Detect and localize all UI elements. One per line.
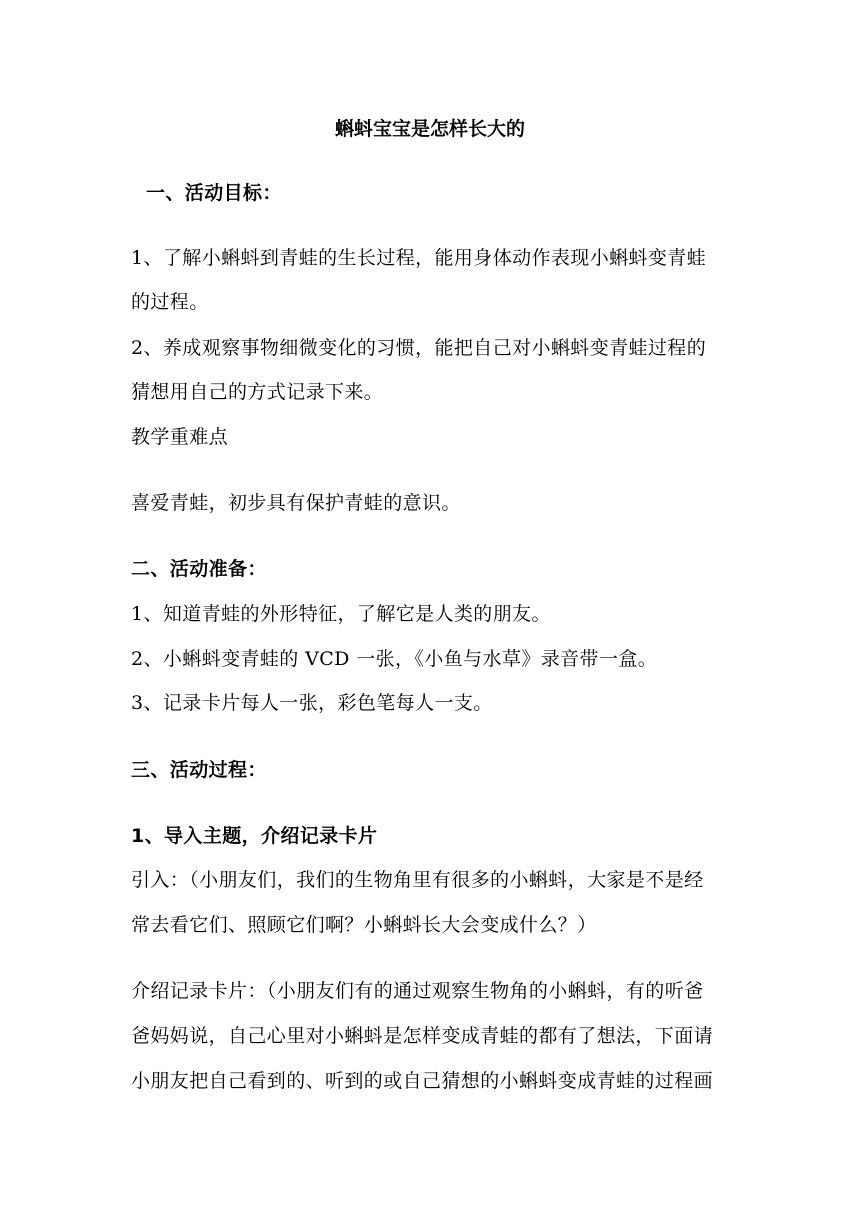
section-heading-process: 三、活动过程： <box>131 759 267 781</box>
section-heading-preparation: 二、活动准备： <box>131 558 267 580</box>
prep-item-1: 1、知道青蛙的外形特征，了解它是人类的朋友。 <box>131 603 551 625</box>
section-heading-goals: 一、活动目标： <box>146 182 282 204</box>
document-title: 蝌蚪宝宝是怎样长大的 <box>334 118 525 140</box>
intro-line-2: 常去看它们、照顾它们啊？小蝌蚪长大会变成什么？） <box>131 914 597 936</box>
prep-item-2: 2、小蝌蚪变青蛙的 VCD 一张，《小鱼与水草》录音带一盒。 <box>131 648 658 670</box>
key-points-text: 喜爱青蛙，初步具有保护青蛙的意识。 <box>131 492 461 514</box>
goal-2-line-1: 2、养成观察事物细微变化的习惯，能把自己对小蝌蚪变青蛙过程的 <box>131 337 707 359</box>
prep-item-3: 3、记录卡片每人一张，彩色笔每人一支。 <box>131 692 493 714</box>
intro-line-1: 引入：（小朋友们，我们的生物角里有很多的小蝌蚪，大家是不是经 <box>131 869 704 891</box>
step-1-heading: 1、导入主题，介绍记录卡片 <box>131 825 378 847</box>
goal-1-line-2: 的过程。 <box>131 291 209 313</box>
goal-2-line-2: 猜想用自己的方式记录下来。 <box>131 381 384 403</box>
key-points-label: 教学重难点 <box>131 426 229 448</box>
card-intro-line-3: 小朋友把自己看到的、听到的或自己猜想的小蝌蚪变成青蛙的过程画 <box>131 1070 714 1092</box>
card-intro-line-1: 介绍记录卡片：（小朋友们有的通过观察生物角的小蝌蚪，有的听爸 <box>131 980 704 1002</box>
goal-1-line-1: 1、了解小蝌蚪到青蛙的生长过程，能用身体动作表现小蝌蚪变青蛙 <box>131 247 707 269</box>
card-intro-line-2: 爸妈妈说，自己心里对小蝌蚪是怎样变成青蛙的都有了想法，下面请 <box>131 1025 714 1047</box>
